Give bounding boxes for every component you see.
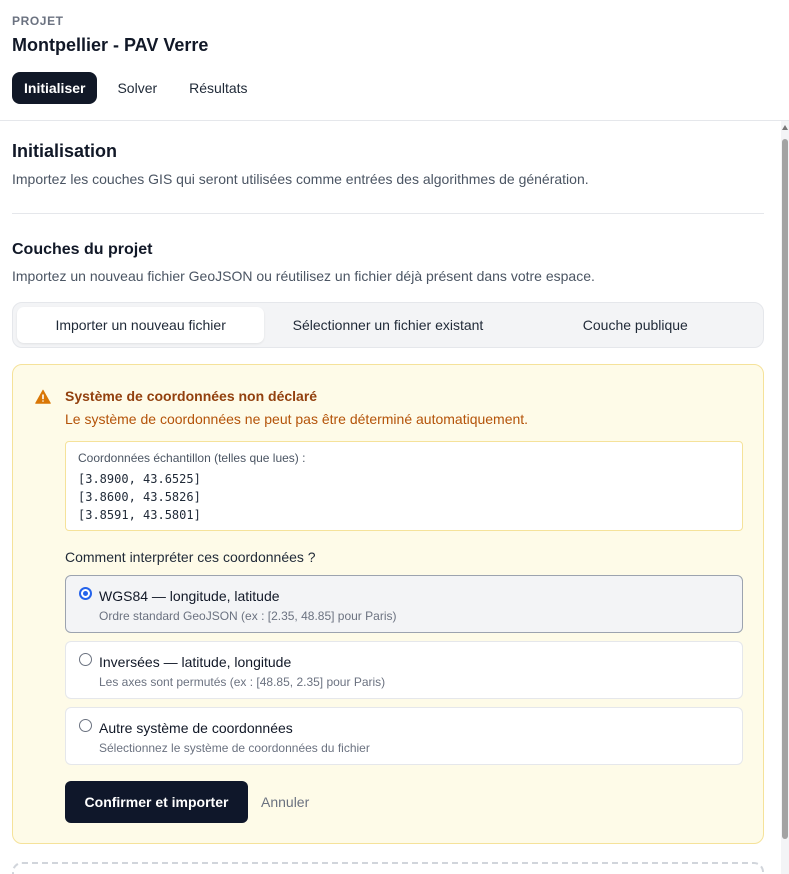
page-title: Initialisation: [12, 141, 118, 161]
interpretation-question: Comment interpréter ces coordonnées ?: [65, 549, 316, 565]
radio-wgs84[interactable]: [79, 587, 92, 600]
radio-inverted[interactable]: [79, 653, 92, 666]
crs-warning-panel: [12, 364, 764, 844]
option-description: Ordre standard GeoJSON (ex : [2.35, 48.85] pour Paris): [99, 609, 397, 623]
cancel-button[interactable]: Annuler: [261, 794, 310, 810]
layers-subtitle: Importez un nouveau fichier GeoJSON ou réutilisez un fichier déjà présent dans votre espace.: [12, 268, 595, 284]
radio-other-crs[interactable]: [79, 719, 92, 732]
source-tabs: [12, 302, 764, 348]
option-title: Autre système de coordonnées: [99, 720, 293, 736]
file-dropzone[interactable]: [12, 862, 764, 874]
tab-solver[interactable]: Solver: [117, 80, 158, 96]
sample-coordinates-box: [65, 441, 743, 531]
scrollbar-thumb[interactable]: [782, 139, 788, 839]
tab-initialiser[interactable]: Initialiser: [12, 72, 97, 104]
warning-title: Système de coordonnées non déclaré: [65, 388, 318, 404]
page-subtitle: Importez les couches GIS qui seront utilisées comme entrées des algorithmes de génération.: [12, 171, 589, 187]
project-header: [0, 0, 789, 121]
project-label: PROJET: [12, 14, 64, 28]
scroll-up-icon[interactable]: [782, 125, 788, 130]
warning-text: Le système de coordonnées ne peut pas être déterminé automatiquement.: [65, 411, 529, 427]
sample-coordinate-line: [3.8591, 43.5801]: [78, 508, 201, 522]
option-title: Inversées — latitude, longitude: [99, 654, 292, 670]
option-inverted[interactable]: [65, 641, 743, 699]
sample-coordinate-line: [3.8600, 43.5826]: [78, 490, 201, 504]
project-title: Montpellier - PAV Verre: [12, 35, 209, 55]
layers-title: Couches du projet: [12, 241, 153, 258]
option-title: WGS84 — longitude, latitude: [99, 588, 280, 604]
tab-resultats[interactable]: Résultats: [189, 80, 248, 96]
source-tab-select-existing[interactable]: Sélectionner un fichier existant: [292, 317, 484, 333]
confirm-import-button[interactable]: Confirmer et importer: [65, 781, 248, 823]
option-description: Sélectionnez le système de coordonnées du fichier: [99, 741, 370, 755]
project-tabs: [12, 72, 260, 104]
option-other-crs[interactable]: [65, 707, 743, 765]
sample-coordinate-line: [3.8900, 43.6525]: [78, 472, 201, 486]
section-divider: [12, 213, 764, 214]
option-description: Les axes sont permutés (ex : [48.85, 2.35] pour Paris): [99, 675, 386, 689]
warning-triangle-icon: [35, 389, 51, 405]
sample-coordinates-label: Coordonnées échantillon (telles que lues) :: [78, 451, 306, 465]
source-tab-import-new[interactable]: Importer un nouveau fichier: [17, 307, 264, 343]
source-tab-public-layer[interactable]: Couche publique: [582, 317, 688, 333]
main-scroll-area: [0, 121, 789, 874]
option-wgs84[interactable]: [65, 575, 743, 633]
scrollbar[interactable]: [781, 121, 789, 874]
